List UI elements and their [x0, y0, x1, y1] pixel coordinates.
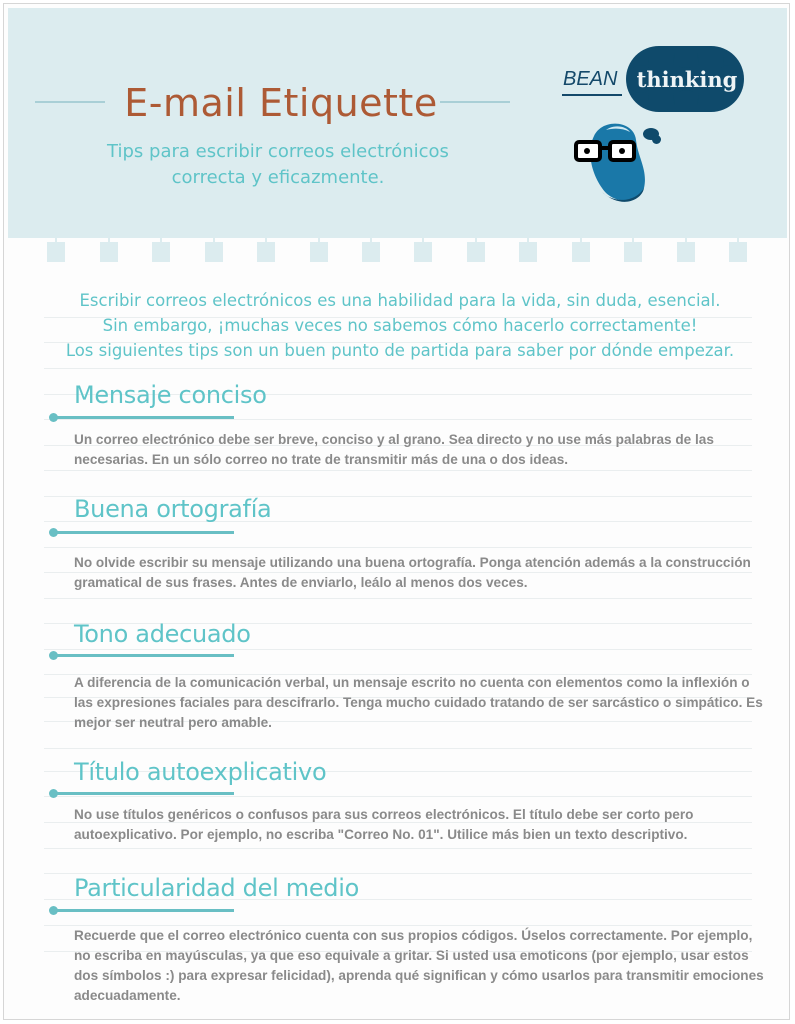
logo-thinking-text: thinking [636, 67, 738, 92]
binding-tab [310, 242, 328, 262]
ruled-line [44, 748, 752, 749]
section-title: Particularidad del medio [74, 874, 359, 902]
section-title: Buena ortografía [74, 495, 272, 523]
bean-mascot-icon [572, 118, 662, 208]
section-underline [54, 416, 234, 419]
binding-tab [100, 242, 118, 262]
section-body: No olvide escribir su mensaje utilizando una buena ortografía. Ponga atención además a la construcción gramatical de sus frases. Antes de enviarlo, leálo al menos dos veces. [74, 555, 751, 590]
binding-tab [47, 242, 65, 262]
title-rule-right [440, 101, 510, 103]
intro-line-1: Escribir correos electrónicos es una habilidad para la vida, sin duda, esencial. [79, 291, 721, 310]
intro-line-2: Sin embargo, ¡muchas veces no sabemos cómo hacerlo correctamente! [102, 316, 698, 335]
binding-tab [414, 242, 432, 262]
subtitle-line-1: Tips para escribir correos electrónicos [107, 141, 449, 162]
subtitle-line-2: correcta y eficazmente. [171, 167, 385, 188]
section-body: No use títulos genéricos o confusos para sus correos electrónicos. El título debe ser corto pero autoexplicativo. Por ejemplo, no escriba "Correo No. 01". Utilice más bien un texto descriptivo. [74, 807, 694, 842]
section-body: Un correo electrónico debe ser breve, conciso y al grano. Sea directo y no use más palabras de las necesarias. En un sólo correo no trate de transmitir más de una o dos ideas. [74, 432, 714, 467]
section-body: A diferencia de la comunicación verbal, un mensaje escrito no cuenta con elementos como la inflexión o las expresiones faciales para descifrarlo. Tenga mucho cuidado tratando de ser sarcástico o simpático. Es mejor ser neutral pero amable. [74, 675, 763, 730]
ruled-line [44, 848, 752, 849]
page-subtitle [78, 139, 478, 191]
binding-tab [362, 242, 380, 262]
binding-tab [152, 242, 170, 262]
binding-tab [467, 242, 485, 262]
ruled-line [44, 419, 752, 420]
ruled-line [44, 368, 752, 369]
section-underline [54, 909, 234, 912]
logo-underline [562, 94, 622, 96]
binding-tab [572, 242, 590, 262]
ruled-line [44, 649, 752, 650]
binding-tab [257, 242, 275, 262]
section-title: Tono adecuado [74, 620, 251, 648]
notebook-binding-tabs [8, 238, 787, 268]
logo-bean-text: BEAN [563, 68, 618, 90]
page-title: E-mail Etiquette [124, 81, 438, 125]
intro-line-3: Los siguientes tips son un buen punto de partida para saber por dónde empezar. [65, 341, 735, 360]
section-underline [54, 654, 234, 657]
binding-tab [677, 242, 695, 262]
binding-tab [729, 242, 747, 262]
ruled-line [44, 796, 752, 797]
ruled-line [44, 470, 752, 471]
section-title: Mensaje conciso [74, 381, 267, 409]
binding-tab [519, 242, 537, 262]
section-underline [54, 792, 234, 795]
section-body: Recuerde que el correo electrónico cuenta con sus propios códigos. Úselos correctamente. Por ejemplo, no escriba en mayúsculas, ya que eso equivale a gritar. Si usted usa emoticons (por ejemplo, usar estos dos símbolos :) para expresar felicidad), aprenda qué significan y cómo usarlos para transmitir emociones adecuadamente. [74, 928, 764, 1003]
section-title: Título autoexplicativo [74, 758, 327, 786]
bean-thinking-logo [560, 40, 750, 210]
ruled-line [44, 547, 752, 548]
intro-text [40, 288, 760, 363]
section-underline [54, 531, 234, 534]
binding-tab [624, 242, 642, 262]
ruled-line [44, 598, 752, 599]
title-rule-left [35, 101, 105, 103]
binding-tab [205, 242, 223, 262]
